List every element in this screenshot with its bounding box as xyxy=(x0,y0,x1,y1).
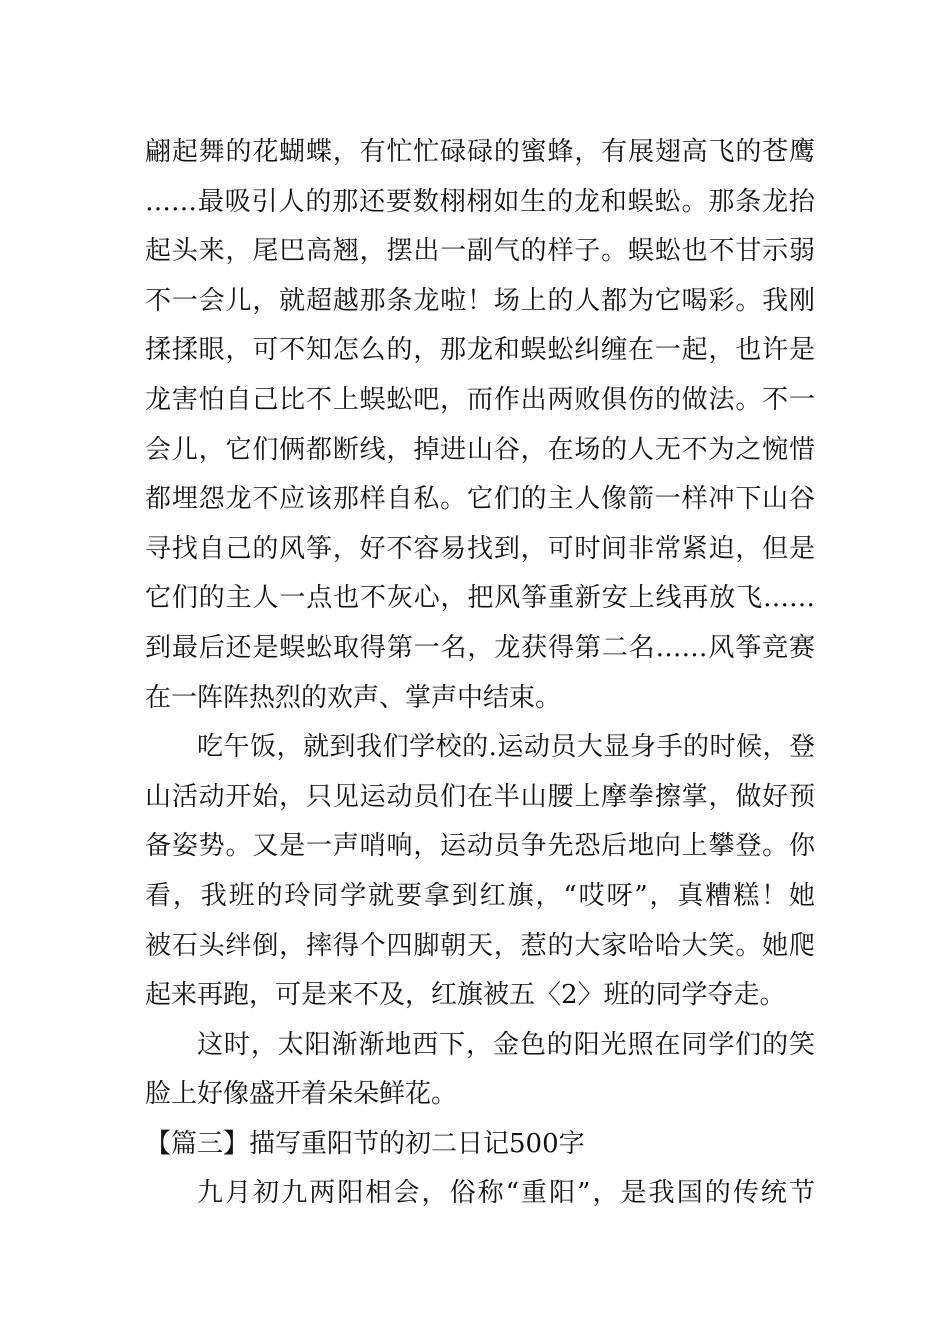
section-heading: 【篇三】描写重阳节的初二日记500字 xyxy=(145,1128,585,1159)
text-line: 不一会儿，就超越那条龙啦！场上的人都为它喝彩。我刚 xyxy=(145,285,815,316)
text-line: 起来再跑，可是来不及，红旗被五〈2〉班的同学夺走。 xyxy=(145,980,786,1011)
text-line: 九月初九两阳相会，俗称“重阳”，是我国的传统节 xyxy=(197,1178,815,1209)
text-line: 这时，太阳渐渐地西下，金色的阳光照在同学们的笑 xyxy=(197,1029,815,1060)
text-line: 龙害怕自己比不上蜈蚣吧，而作出两败俱伤的做法。不一 xyxy=(145,384,815,415)
text-line: 在一阵阵热烈的欢声、掌声中结束。 xyxy=(145,682,562,713)
text-line: 翩起舞的花蝴蝶，有忙忙碌碌的蜜蜂，有展翅高飞的苍鹰 xyxy=(145,137,815,167)
text-line: 被石头绊倒，摔得个四脚朝天，惹的大家哈哈大笑。她爬 xyxy=(145,930,815,961)
text-line: 备姿势。又是一声哨响，运动员争先恐后地向上攀登。你 xyxy=(145,831,815,862)
text-line: 揉揉眼，可不知怎么的，那龙和蜈蚣纠缠在一起，也许是 xyxy=(145,335,815,366)
text-line: 吃午饭，就到我们学校的.运动员大显身手的时候，登 xyxy=(197,732,815,763)
document-body xyxy=(145,128,815,1219)
text-line: 起头来，尾巴高翘，摆出一副气的样子。蜈蚣也不甘示弱 xyxy=(145,236,815,267)
text-line: 山活动开始，只见运动员们在半山腰上摩拳擦掌，做好预 xyxy=(145,781,815,812)
text-line: ……最吸引人的那还要数栩栩如生的龙和蜈蚣。那条龙抬 xyxy=(145,186,815,217)
text-line: 它们的主人一点也不灰心，把风筝重新安上线再放飞…… xyxy=(145,583,815,614)
text-line: 会儿，它们俩都断线，掉进山谷，在场的人无不为之惋惜 xyxy=(145,434,815,465)
text-line: 到最后还是蜈蚣取得第一名，龙获得第二名……风筝竞赛 xyxy=(145,632,815,663)
text-line: 看，我班的玲同学就要拿到红旗，“哎呀”，真糟糕！她 xyxy=(145,880,815,911)
text-line: 寻找自己的风筝，好不容易找到，可时间非常紧迫，但是 xyxy=(145,533,815,564)
text-line: 都埋怨龙不应该那样自私。它们的主人像箭一样冲下山谷 xyxy=(145,484,815,515)
text-line: 脸上好像盛开着朵朵鲜花。 xyxy=(145,1079,458,1110)
